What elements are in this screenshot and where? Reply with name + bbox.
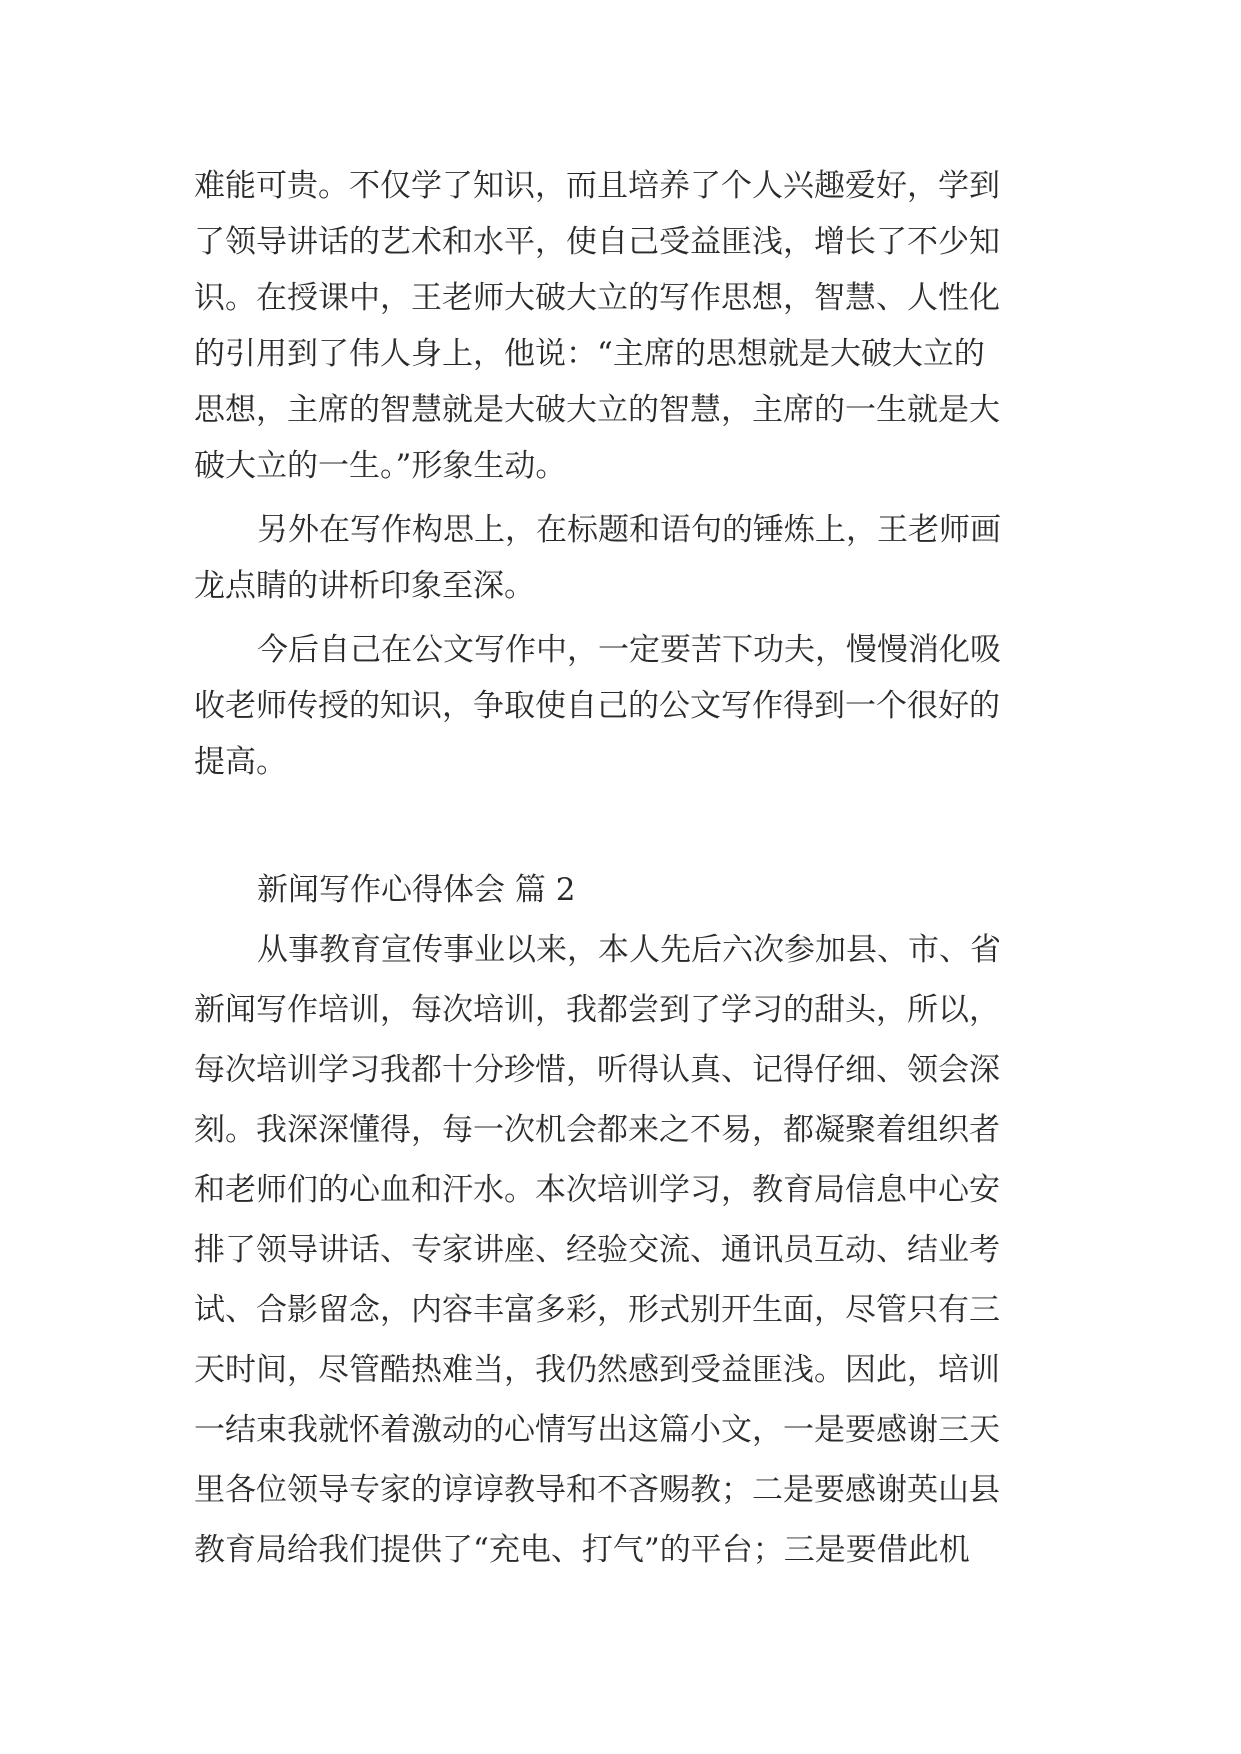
- text-line-content: 难能可贵。不仅学了知识，而且培养了个人兴趣爱好，学到: [194, 168, 1000, 204]
- text-line: [0, 1220, 1241, 1280]
- text-line: [0, 436, 1241, 496]
- text-line-content: 刻。我深深懂得，每一次机会都来之不易，都凝聚着组织者: [194, 1112, 1000, 1148]
- text-line: [0, 1100, 1241, 1160]
- text-line-content: 里各位领导专家的谆谆教导和不吝赐教；二是要感谢英山县: [194, 1472, 1000, 1508]
- text-line: [0, 1400, 1241, 1460]
- text-line-content: 天时间，尽管酷热难当，我仍然感到受益匪浅。因此，培训: [194, 1352, 1000, 1388]
- text-line: [0, 1340, 1241, 1400]
- text-line: [0, 380, 1241, 440]
- text-line: [0, 980, 1241, 1040]
- text-line-content: 一结束我就怀着激动的心情写出这篇小文，一是要感谢三天: [194, 1412, 1000, 1448]
- text-line-content: 排了领导讲话、专家讲座、经验交流、通讯员互动、结业考: [194, 1232, 1000, 1268]
- text-line: [0, 212, 1241, 272]
- paragraph-first-line: 从事教育宣传事业以来，本人先后六次参加县、市、省: [257, 932, 1001, 968]
- text-line-content: 试、合影留念，内容丰富多彩，形式别开生面，尽管只有三: [194, 1292, 1000, 1328]
- text-line: [0, 556, 1241, 616]
- text-line-content: 破大立的一生。”形象生动。: [194, 448, 567, 484]
- text-line-content: 新闻写作培训，每次培训，我都尝到了学习的甜头，所以，: [194, 992, 1000, 1028]
- text-line-content: 思想，主席的智慧就是大破大立的智慧，主席的一生就是大: [194, 392, 1000, 428]
- text-line-content: 的引用到了伟人身上，他说：“主席的思想就是大破大立的: [194, 336, 985, 372]
- text-line: [0, 676, 1241, 736]
- text-line: [0, 156, 1241, 216]
- paragraph-first-line: 今后自己在公文写作中，一定要苦下功夫，慢慢消化吸: [257, 632, 1001, 668]
- text-line: [0, 1280, 1241, 1340]
- text-line: [0, 1460, 1241, 1520]
- text-line-content: 收老师传授的知识，争取使自己的公文写作得到一个很好的: [194, 688, 1000, 724]
- text-line-content: 提高。: [194, 744, 287, 780]
- text-line: [0, 620, 1241, 680]
- text-line: [0, 268, 1241, 328]
- text-line: [0, 324, 1241, 384]
- paragraph-first-line: 另外在写作构思上，在标题和语句的锤炼上，王老师画: [257, 512, 1001, 548]
- text-line-content: 了领导讲话的艺术和水平，使自己受益匪浅，增长了不少知: [194, 224, 1000, 260]
- text-line: [0, 1520, 1241, 1580]
- section-heading-line: [0, 860, 1241, 920]
- text-line: [0, 920, 1241, 980]
- text-line: [0, 500, 1241, 560]
- text-line-content: 识。在授课中，王老师大破大立的写作思想，智慧、人性化: [194, 280, 1000, 316]
- text-line-content: 每次培训学习我都十分珍惜，听得认真、记得仔细、领会深: [194, 1052, 1000, 1088]
- text-line: [0, 732, 1241, 792]
- text-line: [0, 1160, 1241, 1220]
- text-line-content: 和老师们的心血和汗水。本次培训学习，教育局信息中心安: [194, 1172, 1000, 1208]
- text-line-content: 龙点睛的讲析印象至深。: [194, 568, 535, 604]
- section-heading: 新闻写作心得体会 篇 2: [257, 872, 576, 908]
- text-line: [0, 1040, 1241, 1100]
- text-line-content: 教育局给我们提供了“充电、打气”的平台；三是要借此机: [194, 1532, 970, 1568]
